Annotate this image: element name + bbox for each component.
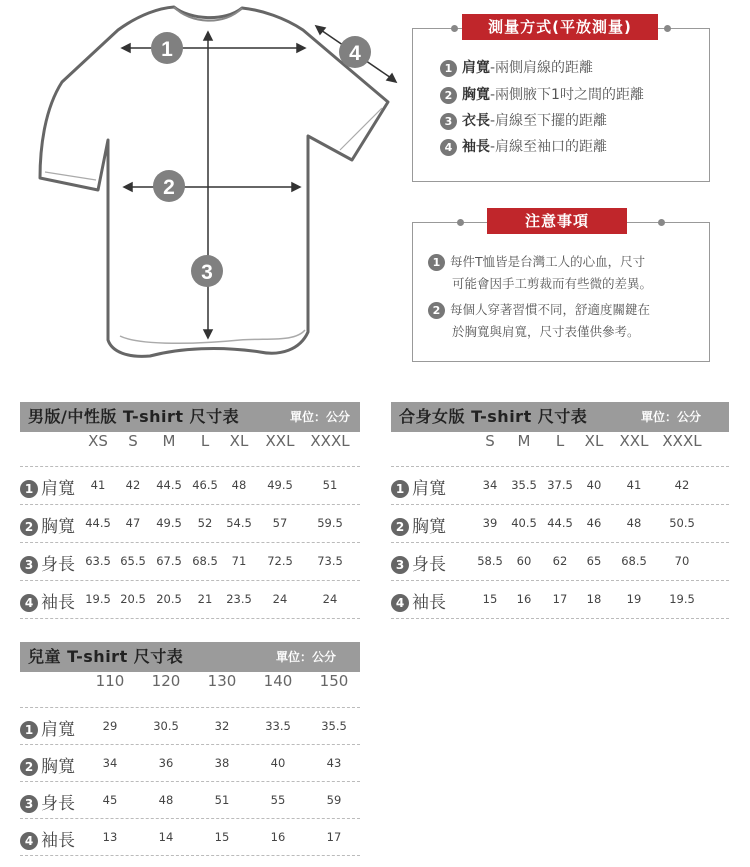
table-cell: 36: [158, 756, 174, 770]
num-icon: 2: [20, 518, 38, 536]
table-cell: 63.5: [85, 554, 111, 568]
table-cell: 62: [552, 554, 568, 568]
women-table-header: [391, 402, 729, 432]
notice-list: [412, 222, 708, 360]
size-label: L: [555, 432, 565, 450]
size-label: M: [162, 432, 176, 450]
table-cell: 32: [214, 719, 230, 733]
num-icon: 1: [428, 254, 445, 271]
size-label: XXXL: [310, 432, 350, 450]
num-icon: 2: [440, 87, 457, 104]
table-row: [20, 542, 360, 581]
notice-2-line1: 2 每個人穿著習慣不同，舒適度關鍵在: [428, 300, 650, 320]
table-cell: 37.5: [547, 478, 573, 492]
row-label: 2 胸寬: [391, 512, 446, 537]
num-icon: 4: [440, 139, 457, 156]
size-label: 150: [319, 672, 349, 690]
table-cell: 46.5: [192, 478, 218, 492]
table-cell: 19.5: [85, 592, 111, 606]
row-label: 2 胸寬: [20, 512, 75, 537]
table-cell: 65: [586, 554, 602, 568]
table-cell: 68.5: [621, 554, 647, 568]
table-cell: 14: [158, 830, 174, 844]
table-cell: 60: [516, 554, 532, 568]
table-cell: 45: [102, 793, 118, 807]
row-label: 4 袖長: [20, 826, 75, 851]
table-cell: 15: [482, 592, 498, 606]
table-cell: 51: [322, 478, 338, 492]
table-row: [20, 818, 360, 856]
table-cell: 34: [102, 756, 118, 770]
table-cell: 73.5: [317, 554, 343, 568]
table-cell: 59: [326, 793, 342, 807]
table-cell: 39: [482, 516, 498, 530]
size-label: M: [517, 432, 531, 450]
table-cell: 20.5: [120, 592, 146, 606]
table-cell: 49.5: [267, 478, 293, 492]
table-cell: 59.5: [317, 516, 343, 530]
table-cell: 72.5: [267, 554, 293, 568]
table-row: [20, 466, 360, 505]
num-icon: 1: [20, 480, 38, 498]
marker-4-label: 4: [349, 42, 361, 65]
table-cell: 48: [158, 793, 174, 807]
table-cell: 35.5: [321, 719, 347, 733]
table-cell: 15: [214, 830, 230, 844]
table-cell: 33.5: [265, 719, 291, 733]
table-cell: 20.5: [156, 592, 182, 606]
size-label: 110: [95, 672, 125, 690]
table-cell: 71: [231, 554, 247, 568]
table-row: [391, 466, 729, 505]
marker-2-label: 2: [163, 176, 175, 199]
num-icon: 4: [20, 832, 38, 850]
num-icon: 1: [440, 60, 457, 77]
num-icon: 4: [391, 594, 409, 612]
table-cell: 51: [214, 793, 230, 807]
table-cell: 18: [586, 592, 602, 606]
table-cell: 42: [674, 478, 690, 492]
table-cell: 16: [516, 592, 532, 606]
table-cell: 46: [586, 516, 602, 530]
size-label: XXXL: [662, 432, 702, 450]
table-cell: 19.5: [669, 592, 695, 606]
size-label: S: [128, 432, 138, 450]
table-unit: 單位：公分: [276, 650, 337, 664]
diagram-markers: [151, 32, 371, 287]
num-icon: 3: [20, 795, 38, 813]
table-cell: 16: [270, 830, 286, 844]
table-cell: 29: [102, 719, 118, 733]
table-cell: 24: [322, 592, 338, 606]
tshirt-diagram: [0, 0, 410, 370]
size-label: L: [200, 432, 210, 450]
size-label: XS: [88, 432, 108, 450]
table-cell: 30.5: [153, 719, 179, 733]
table-cell: 21: [197, 592, 213, 606]
table-cell: 40: [270, 756, 286, 770]
table-cell: 48: [231, 478, 247, 492]
size-label: XL: [584, 432, 604, 450]
measure-item-3: 3 衣長-肩線至下擺的距離: [440, 111, 607, 131]
table-cell: 47: [125, 516, 141, 530]
row-label: 2 胸寬: [20, 752, 75, 777]
size-label: XXL: [265, 432, 295, 450]
num-icon: 4: [20, 594, 38, 612]
men-table-header: [20, 402, 360, 432]
table-row: [20, 504, 360, 543]
table-cell: 58.5: [477, 554, 503, 568]
row-label: 4 袖長: [391, 588, 446, 613]
row-label: 1 肩寬: [391, 474, 446, 499]
table-cell: 17: [326, 830, 342, 844]
marker-1-label: 1: [161, 38, 173, 61]
table-row: [391, 580, 729, 619]
table-title: 男版/中性版 T-shirt 尺寸表: [28, 407, 240, 426]
table-cell: 70: [674, 554, 690, 568]
size-label: XXL: [619, 432, 649, 450]
table-row: [20, 744, 360, 782]
num-icon: 2: [20, 758, 38, 776]
table-cell: 54.5: [226, 516, 252, 530]
table-cell: 44.5: [156, 478, 182, 492]
table-cell: 55: [270, 793, 286, 807]
measure-item-2: 2 胸寬-兩側腋下1吋之間的距離: [440, 85, 644, 105]
table-cell: 52: [197, 516, 213, 530]
table-cell: 44.5: [547, 516, 573, 530]
table-unit: 單位：公分: [290, 410, 351, 424]
num-icon: 1: [391, 480, 409, 498]
table-cell: 23.5: [226, 592, 252, 606]
table-cell: 57: [272, 516, 288, 530]
row-label: 1 肩寬: [20, 715, 75, 740]
size-label: 140: [263, 672, 293, 690]
notice-2-line2: 於胸寬與肩寬，尺寸表僅供參考。: [452, 324, 640, 339]
measure-list: [412, 28, 708, 180]
size-label: S: [485, 432, 495, 450]
table-unit: 單位：公分: [641, 410, 702, 424]
table-cell: 50.5: [669, 516, 695, 530]
table-cell: 19: [626, 592, 642, 606]
num-icon: 3: [20, 556, 38, 574]
table-cell: 34: [482, 478, 498, 492]
size-label: 120: [151, 672, 181, 690]
num-icon: 2: [428, 302, 445, 319]
row-label: 4 袖長: [20, 588, 75, 613]
size-label: XL: [229, 432, 249, 450]
table-cell: 41: [90, 478, 106, 492]
kids-table-header: [20, 642, 360, 672]
shirt-outline: [40, 7, 388, 356]
row-label: 1 肩寬: [20, 474, 75, 499]
marker-3-label: 3: [201, 261, 213, 284]
table-cell: 24: [272, 592, 288, 606]
measure-title: 測量方式(平放測量): [462, 14, 658, 40]
table-cell: 38: [214, 756, 230, 770]
table-cell: 43: [326, 756, 342, 770]
table-cell: 48: [626, 516, 642, 530]
num-icon: 1: [20, 721, 38, 739]
num-icon: 2: [391, 518, 409, 536]
notice-1-line1: 1 每件T恤皆是台灣工人的心血，尺寸: [428, 252, 645, 272]
table-row: [391, 504, 729, 543]
table-cell: 17: [552, 592, 568, 606]
table-title: 兒童 T-shirt 尺寸表: [28, 647, 184, 666]
table-cell: 49.5: [156, 516, 182, 530]
table-row: [20, 580, 360, 619]
num-icon: 3: [440, 113, 457, 130]
notice-1-line2: 可能會因手工剪裁而有些微的差異。: [452, 276, 653, 291]
notice-title: 注意事項: [487, 208, 627, 234]
size-label: 130: [207, 672, 237, 690]
table-cell: 65.5: [120, 554, 146, 568]
table-cell: 44.5: [85, 516, 111, 530]
table-cell: 68.5: [192, 554, 218, 568]
measure-item-1: 1 肩寬-兩側肩線的距離: [440, 58, 593, 78]
row-label: 3 身長: [391, 550, 446, 575]
table-cell: 41: [626, 478, 642, 492]
table-cell: 13: [102, 830, 118, 844]
table-cell: 42: [125, 478, 141, 492]
row-label: 3 身長: [20, 789, 75, 814]
table-title: 合身女版 T-shirt 尺寸表: [399, 407, 588, 426]
table-cell: 40.5: [511, 516, 537, 530]
measure-item-4: 4 袖長-肩線至袖口的距離: [440, 137, 607, 157]
table-row: [391, 542, 729, 581]
table-row: [20, 707, 360, 745]
row-label: 3 身長: [20, 550, 75, 575]
table-cell: 35.5: [511, 478, 537, 492]
num-icon: 3: [391, 556, 409, 574]
table-cell: 67.5: [156, 554, 182, 568]
table-row: [20, 781, 360, 819]
table-cell: 40: [586, 478, 602, 492]
